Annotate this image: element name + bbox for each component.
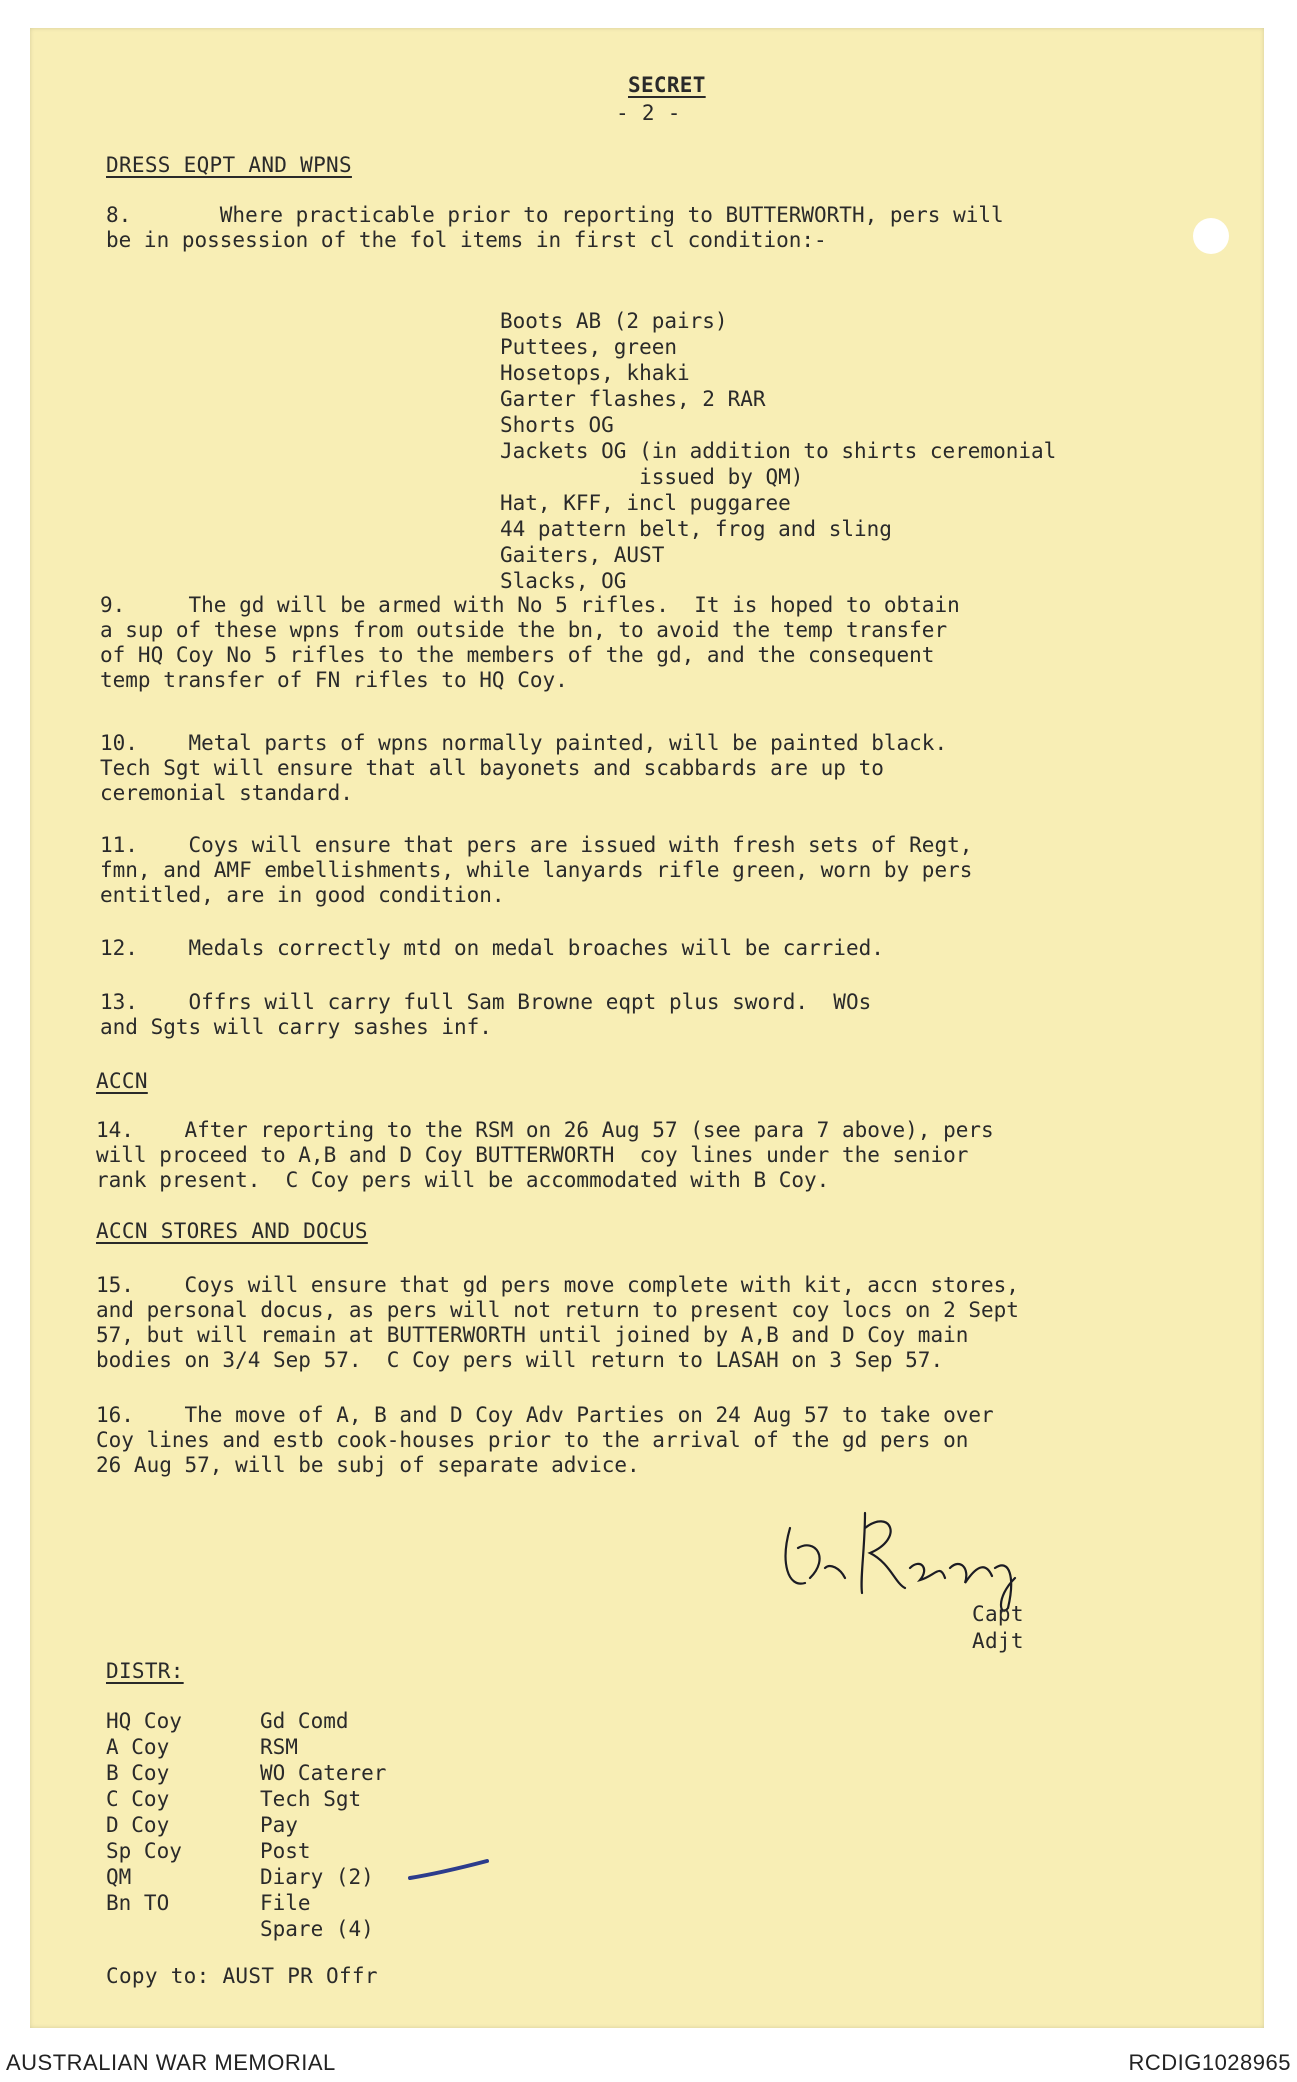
paragraph-line: will proceed to A,B and D Coy BUTTERWORTH coy lines under the senior <box>96 1143 969 1167</box>
list-item: A Coy <box>106 1735 170 1759</box>
section-heading-dress: DRESS EQPT AND WPNS <box>106 153 352 177</box>
paragraph-15 <box>96 1273 1216 1373</box>
list-item: Post <box>260 1839 311 1863</box>
list-item: B Coy <box>106 1761 170 1785</box>
paragraph-line: ceremonial standard. <box>100 781 353 805</box>
list-item: Diary (2) <box>260 1865 374 1889</box>
classification-marking: SECRET <box>628 73 706 97</box>
catalogue-id: RCDIG1028965 <box>1128 2050 1291 2075</box>
paragraph-line: 13. Offrs will carry full Sam Browne eqpt plus sword. WOs <box>100 990 872 1014</box>
paragraph-line: of HQ Coy No 5 rifles to the members of the gd, and the consequent <box>100 643 935 667</box>
distribution-list-recipients <box>260 1708 386 1942</box>
section-heading-accn: ACCN <box>96 1069 148 1093</box>
paragraph-line: 57, but will remain at BUTTERWORTH until joined by A,B and D Coy main <box>96 1323 969 1347</box>
list-item: Garter flashes, 2 RAR <box>500 387 766 411</box>
paragraph-10 <box>100 731 1220 806</box>
list-item: issued by QM) <box>500 465 804 489</box>
list-item: QM <box>106 1865 132 1889</box>
list-item: Sp Coy <box>106 1839 182 1863</box>
paragraph-line: 11. Coys will ensure that pers are issued with fresh sets of Regt, <box>100 833 973 857</box>
paragraph-line: and personal docus, as pers will not return to present coy locs on 2 Sept <box>96 1298 1019 1322</box>
list-item: Bn TO <box>106 1891 170 1915</box>
list-item: RSM <box>260 1735 298 1759</box>
list-item: File <box>260 1891 311 1915</box>
distribution-list-units <box>106 1708 182 1916</box>
paragraph-line: temp transfer of FN rifles to HQ Coy. <box>100 668 568 692</box>
paragraph-8 <box>106 203 1226 253</box>
document-page <box>30 28 1264 2028</box>
list-item: Hosetops, khaki <box>500 361 690 385</box>
signatory-rank: Capt <box>972 1602 1024 1626</box>
list-item: Gaiters, AUST <box>500 543 665 567</box>
paragraph-line: 12. Medals correctly mtd on medal broaches will be carried. <box>100 936 884 960</box>
list-item: Spare (4) <box>260 1917 374 1941</box>
paragraph-line: 15. Coys will ensure that gd pers move complete with kit, accn stores, <box>96 1273 1019 1297</box>
paragraph-line: rank present. C Coy pers will be accommodated with B Coy. <box>96 1168 830 1192</box>
paragraph-line: entitled, are in good condition. <box>100 883 505 907</box>
page-number: - 2 - <box>616 101 681 125</box>
list-item: Pay <box>260 1813 298 1837</box>
list-item: 44 pattern belt, frog and sling <box>500 517 892 541</box>
list-item: Tech Sgt <box>260 1787 362 1811</box>
paragraph-line: bodies on 3/4 Sep 57. C Coy pers will return to LASAH on 3 Sep 57. <box>96 1348 944 1372</box>
distribution-heading: DISTR: <box>106 1659 184 1683</box>
paragraph-line: 10. Metal parts of wpns normally painted, will be painted black. <box>100 731 948 755</box>
list-item: Gd Comd <box>260 1709 349 1733</box>
paragraph-line: fmn, and AMF embellishments, while lanyards rifle green, worn by pers <box>100 858 973 882</box>
paragraph-line: Tech Sgt will ensure that all bayonets and scabbards are up to <box>100 756 884 780</box>
list-item: Slacks, OG <box>500 569 627 593</box>
equipment-list <box>500 308 1056 594</box>
paragraph-14 <box>96 1118 1216 1193</box>
paragraph-line: be in possession of the fol items in first cl condition:- <box>106 228 827 252</box>
list-item: WO Caterer <box>260 1761 387 1785</box>
list-item: HQ Coy <box>106 1709 182 1733</box>
list-item: Boots AB (2 pairs) <box>500 309 728 333</box>
list-item: D Coy <box>106 1813 170 1837</box>
handwritten-signature <box>770 1468 1070 1618</box>
archive-credit: AUSTRALIAN WAR MEMORIAL <box>6 2050 336 2075</box>
signatory-appointment: Adjt <box>972 1629 1024 1653</box>
paragraph-11 <box>100 833 1220 908</box>
paragraph-16 <box>96 1403 1216 1478</box>
pen-mark <box>405 1856 495 1886</box>
paragraph-line: 16. The move of A, B and D Coy Adv Parties on 24 Aug 57 to take over <box>96 1403 994 1427</box>
list-item: Jackets OG (in addition to shirts ceremonial <box>500 439 1057 463</box>
copy-to-line: Copy to: AUST PR Offr <box>106 1964 378 1988</box>
list-item: C Coy <box>106 1787 170 1811</box>
list-item: Hat, KFF, incl puggaree <box>500 491 791 515</box>
paragraph-line: 26 Aug 57, will be subj of separate advice. <box>96 1453 640 1477</box>
paragraph-line: and Sgts will carry sashes inf. <box>100 1015 492 1039</box>
list-item: Shorts OG <box>500 413 614 437</box>
list-item: Puttees, green <box>500 335 678 359</box>
paragraph-13 <box>100 990 1220 1040</box>
paragraph-9 <box>100 593 1220 693</box>
paragraph-line: 8. Where practicable prior to reporting to BUTTERWORTH, pers will <box>106 203 1004 227</box>
paragraph-line: a sup of these wpns from outside the bn, to avoid the temp transfer <box>100 618 948 642</box>
paragraph-12 <box>100 936 1220 961</box>
paragraph-line: 9. The gd will be armed with No 5 rifles. It is hoped to obtain <box>100 593 960 617</box>
paragraph-line: Coy lines and estb cook-houses prior to the arrival of the gd pers on <box>96 1428 969 1452</box>
paragraph-line: 14. After reporting to the RSM on 26 Aug 57 (see para 7 above), pers <box>96 1118 994 1142</box>
section-heading-accn-stores: ACCN STORES AND DOCUS <box>96 1219 368 1243</box>
